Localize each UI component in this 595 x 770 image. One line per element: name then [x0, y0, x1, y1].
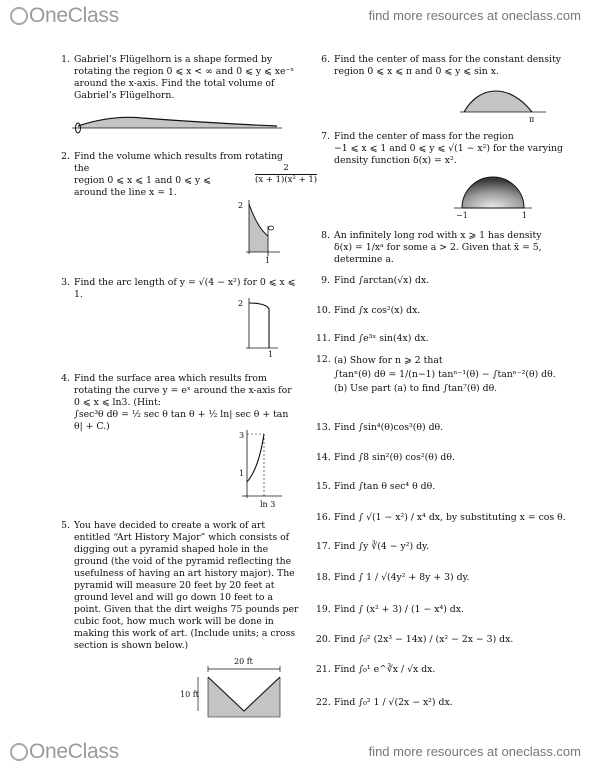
problem-number: 5. [61, 520, 70, 531]
depth-label: 10 ft [180, 690, 199, 699]
problem-text: Find ∫₀² (2x³ − 14x) / (x² − 2x − 3) dx. [334, 634, 514, 645]
figure-5-pyramid-cross-section [180, 655, 290, 720]
problem-text: Gabriel’s Flügelhorn is a shape formed by rotating the region 0 ⩽ x < ∞ and 0 ⩽ y ⩽ xe⁻ˣ around the x-axis. Find the total volume of Gabriel’s Flügelhorn. [74, 54, 295, 101]
problem-text: Find ∫x cos²(x) dx. [334, 305, 421, 316]
problem-number: 14. [316, 452, 331, 463]
problem-number: 10. [316, 305, 331, 316]
problem-number: 16. [316, 512, 331, 523]
x-axis-label: 1 [268, 350, 274, 359]
problem-number: 7. [321, 131, 330, 142]
problem-text: Find ∫ 1 / √(4y² + 8y + 3) dy. [334, 572, 470, 583]
problem-number: 4. [61, 373, 70, 384]
y-tick-3: 3 [239, 431, 245, 440]
fraction [255, 163, 317, 186]
oneclass-logo[interactable] [10, 4, 119, 28]
x-axis-label: ln 3 [260, 500, 276, 509]
problem-text: Find ∫ √(1 − x²) / x⁴ dx, by substituting x = cos θ. [334, 512, 566, 523]
logo-text: OneClass [29, 740, 119, 763]
problem-number: 17. [316, 541, 331, 552]
problem-number: 3. [61, 277, 70, 288]
resources-link-footer[interactable]: find more resources at oneclass.com [368, 744, 581, 759]
fraction-denominator: (x + 1)(x² + 1) [255, 175, 318, 185]
right-label: 1 [522, 211, 528, 220]
problem-number: 11. [316, 333, 331, 344]
oneclass-logo-footer[interactable] [10, 740, 119, 764]
problem-number: 22. [316, 697, 331, 708]
x-axis-label: 1 [265, 256, 271, 265]
problem-text: Find ∫₀² 1 / √(2x − x²) dx. [334, 697, 453, 708]
problem-number: 2. [61, 151, 70, 162]
problem-text: Find the center of mass for the constant density region 0 ⩽ x ⩽ π and 0 ⩽ y ⩽ sin x. [334, 54, 561, 77]
logo-o-icon [10, 7, 28, 25]
problem-text: Find ∫e³ˣ sin(4x) dx. [334, 333, 429, 344]
problem-number: 20. [316, 634, 331, 645]
problem-text: (a) Show for n ⩾ 2 that ∫tanⁿ(θ) dθ = 1/(n−1) tanⁿ⁻¹(θ) − ∫tanⁿ⁻²(θ) dθ. (b) Use part (a) to find ∫tan⁷(θ) dθ. [334, 355, 556, 394]
figure-1-flugelhorn [72, 112, 282, 142]
problem-text: Find the arc length of y = √(4 − x²) for 0 ⩽ x ⩽ 1. [74, 277, 296, 300]
problem-number: 21. [316, 664, 331, 675]
figure-2 [238, 200, 286, 265]
problem-number: 19. [316, 604, 331, 615]
problem-text: Find ∫8 sin²(θ) cos²(θ) dθ. [334, 452, 455, 463]
problem-number: 13. [316, 422, 331, 433]
problem-text: Find ∫y ∛(4 − y²) dy. [334, 541, 430, 552]
problem-text: Find ∫arctan(√x) dx. [334, 275, 430, 286]
problem-number: 9. [321, 275, 330, 286]
y-tick-1: 1 [239, 469, 245, 478]
problem-text: Find the center of mass for the region −1 ⩽ x ⩽ 1 and 0 ⩽ y ⩽ √(1 − x²) for the varying density function δ(x) = x². [334, 131, 563, 166]
figure-4 [239, 430, 292, 510]
problem-text: Find ∫₀¹ e^∛x / √x dx. [334, 664, 436, 675]
logo-text: OneClass [29, 4, 119, 27]
problem-text: An infinitely long rod with x ⩾ 1 has density δ(x) = 1/xᵃ for some a > 2. Given that x̄ = 5, determine a. [334, 230, 542, 265]
resources-link[interactable]: find more resources at oneclass.com [368, 8, 581, 23]
x-axis-label: π [529, 115, 535, 124]
y-axis-label: 2 [238, 201, 244, 210]
figure-7-semicircle [448, 172, 548, 222]
problem-text: You have decided to create a work of art entitled “Art History Major” which consists of digging out a pyramid shaped hole in the ground (the void of the pyramid reflecting the usefulness of having an art history major). The pyramid will measure 20 feet by 20 feet at ground level and will go down 10 feet to a point. Given that the dirt weighs 75 pounds per cubic foot, how much work will be done in making this work of art. (Include units; a cross section is shown below.) [74, 520, 299, 651]
figure-3 [238, 298, 286, 360]
figure-6-sine-region [460, 80, 550, 125]
problem-number: 1. [61, 54, 70, 65]
problem-text: Find ∫tan θ sec⁴ θ dθ. [334, 481, 436, 492]
problem-number: 6. [321, 54, 330, 65]
problem-number: 18. [316, 572, 331, 583]
problem-text: Find ∫ (x² + 3) / (1 − x⁴) dx. [334, 604, 464, 615]
problem-text: Find the volume which results from rotating the region 0 ⩽ x ⩽ 1 and 0 ⩽ y ⩽ around the line x = 1. [74, 151, 284, 198]
problem-number: 8. [321, 230, 330, 241]
problem-text: Find ∫sin⁴(θ)cos³(θ) dθ. [334, 422, 444, 433]
left-label: −1 [456, 211, 468, 220]
problem-text: Find the surface area which results from rotating the curve y = eˣ around the x-axis for 0 ⩽ x ⩽ ln3. (Hint: ∫sec³θ dθ = ½ sec θ tan θ + ½ ln| sec θ + tan θ| + C.) [74, 373, 292, 432]
fraction-numerator: 2 [255, 163, 317, 175]
logo-o-icon [10, 743, 28, 761]
y-axis-label: 2 [238, 299, 244, 308]
problem-number: 12. [316, 354, 331, 365]
problem-number: 15. [316, 481, 331, 492]
width-label: 20 ft [234, 657, 253, 666]
